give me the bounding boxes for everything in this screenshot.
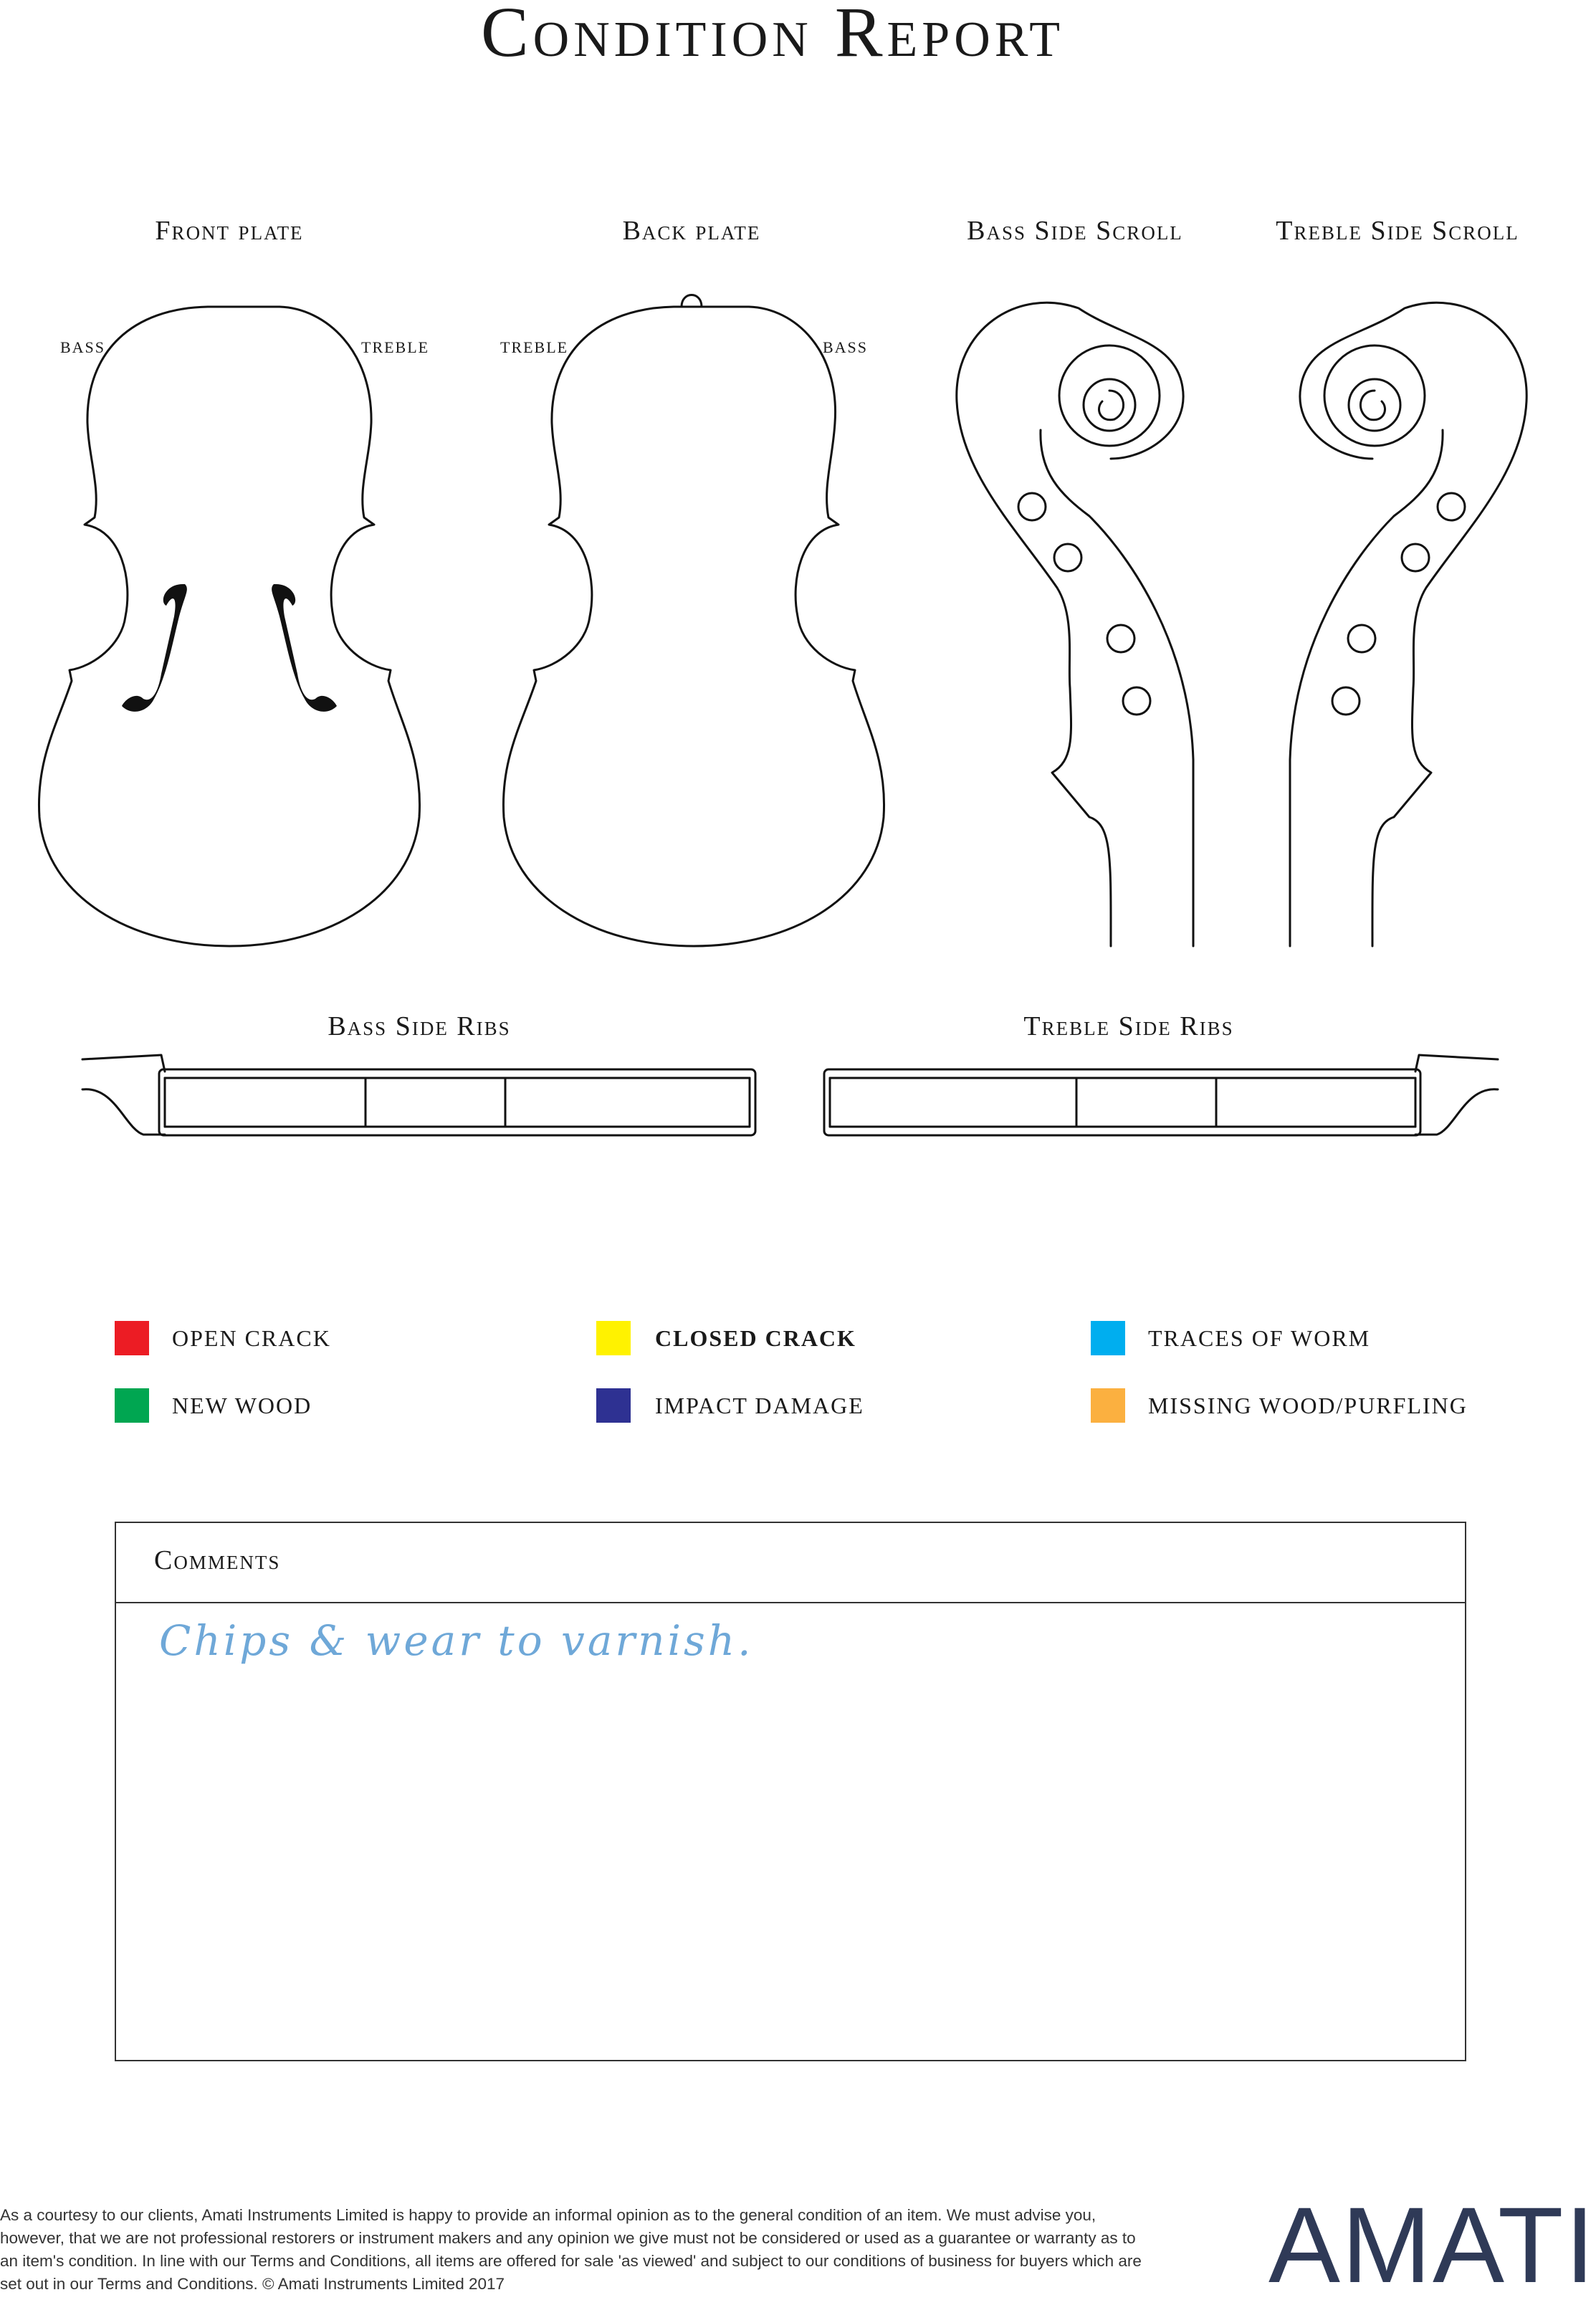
bass-side-scroll-label: Bass Side Scroll	[967, 216, 1183, 246]
comments-label: Comments	[154, 1545, 281, 1575]
back-plate-button	[682, 295, 702, 307]
legend-label-open-crack: OPEN CRACK	[172, 1325, 331, 1351]
page-title: Condition Report	[480, 0, 1065, 72]
legend-label-missing-wood: MISSING WOOD/PURFLING	[1148, 1393, 1468, 1418]
disclaimer-text: As a courtesy to our clients, Amati Instruments Limited is happy to provide an informal opinion as to the general condition of an item. We must advise you, however, that we are not professional restorers or instrument makers and any opinion we give must not be considered or used as a guarantee or warranty as to an item's condition. In line with our Terms and Conditions, all items are offered for sale 'as viewed' and subject to our conditions of business for buyers which are set out in our Terms and Conditions. © Amati Instruments Limited 2017	[0, 2206, 1142, 2293]
bass-side-scroll-outline	[957, 302, 1183, 946]
front-bass-side-label: BASS	[60, 338, 106, 356]
front-plate-outline	[39, 307, 419, 946]
back-plate-outline	[503, 307, 884, 946]
f-hole-treble	[272, 584, 337, 712]
back-bass-side-label: BASS	[823, 338, 869, 356]
treble-side-scroll-outline	[1300, 302, 1526, 946]
legend-label-new-wood: NEW WOOD	[172, 1393, 312, 1418]
legend-swatch-missing-wood	[1091, 1388, 1125, 1423]
legend-label-impact-damage: IMPACT DAMAGE	[655, 1393, 864, 1418]
front-plate-label: Front plate	[155, 216, 304, 246]
bass-side-ribs-diagram	[82, 1055, 755, 1135]
treble-side-scroll-label: Treble Side Scroll	[1276, 216, 1519, 246]
f-holes	[122, 584, 337, 712]
back-plate-label: Back plate	[622, 216, 761, 246]
legend-swatch-impact-damage	[596, 1388, 631, 1423]
legend-swatch-open-crack	[115, 1321, 149, 1355]
comments-handwritten-text[interactable]: Chips & wear to varnish.	[159, 1616, 754, 1665]
f-hole-bass	[122, 584, 187, 712]
legend-label-closed-crack: CLOSED CRACK	[655, 1325, 856, 1351]
legend-swatch-new-wood	[115, 1388, 149, 1423]
legend-label-traces-of-worm: TRACES OF WORM	[1148, 1325, 1371, 1351]
treble-side-ribs-diagram	[824, 1055, 1498, 1135]
front-treble-side-label: TREBLE	[361, 338, 430, 356]
back-treble-side-label: TREBLE	[500, 338, 569, 356]
legend-swatch-traces-of-worm	[1091, 1321, 1125, 1355]
legend-swatch-closed-crack	[596, 1321, 631, 1355]
instrument-diagrams	[0, 0, 1545, 1161]
bass-side-ribs-label: Bass Side Ribs	[328, 1011, 511, 1041]
comments-box[interactable]	[115, 1522, 1466, 2061]
brand-logo: AMATI	[1268, 2185, 1596, 2305]
treble-side-ribs-label: Treble Side Ribs	[1023, 1011, 1234, 1041]
comments-header	[116, 1523, 1465, 1603]
